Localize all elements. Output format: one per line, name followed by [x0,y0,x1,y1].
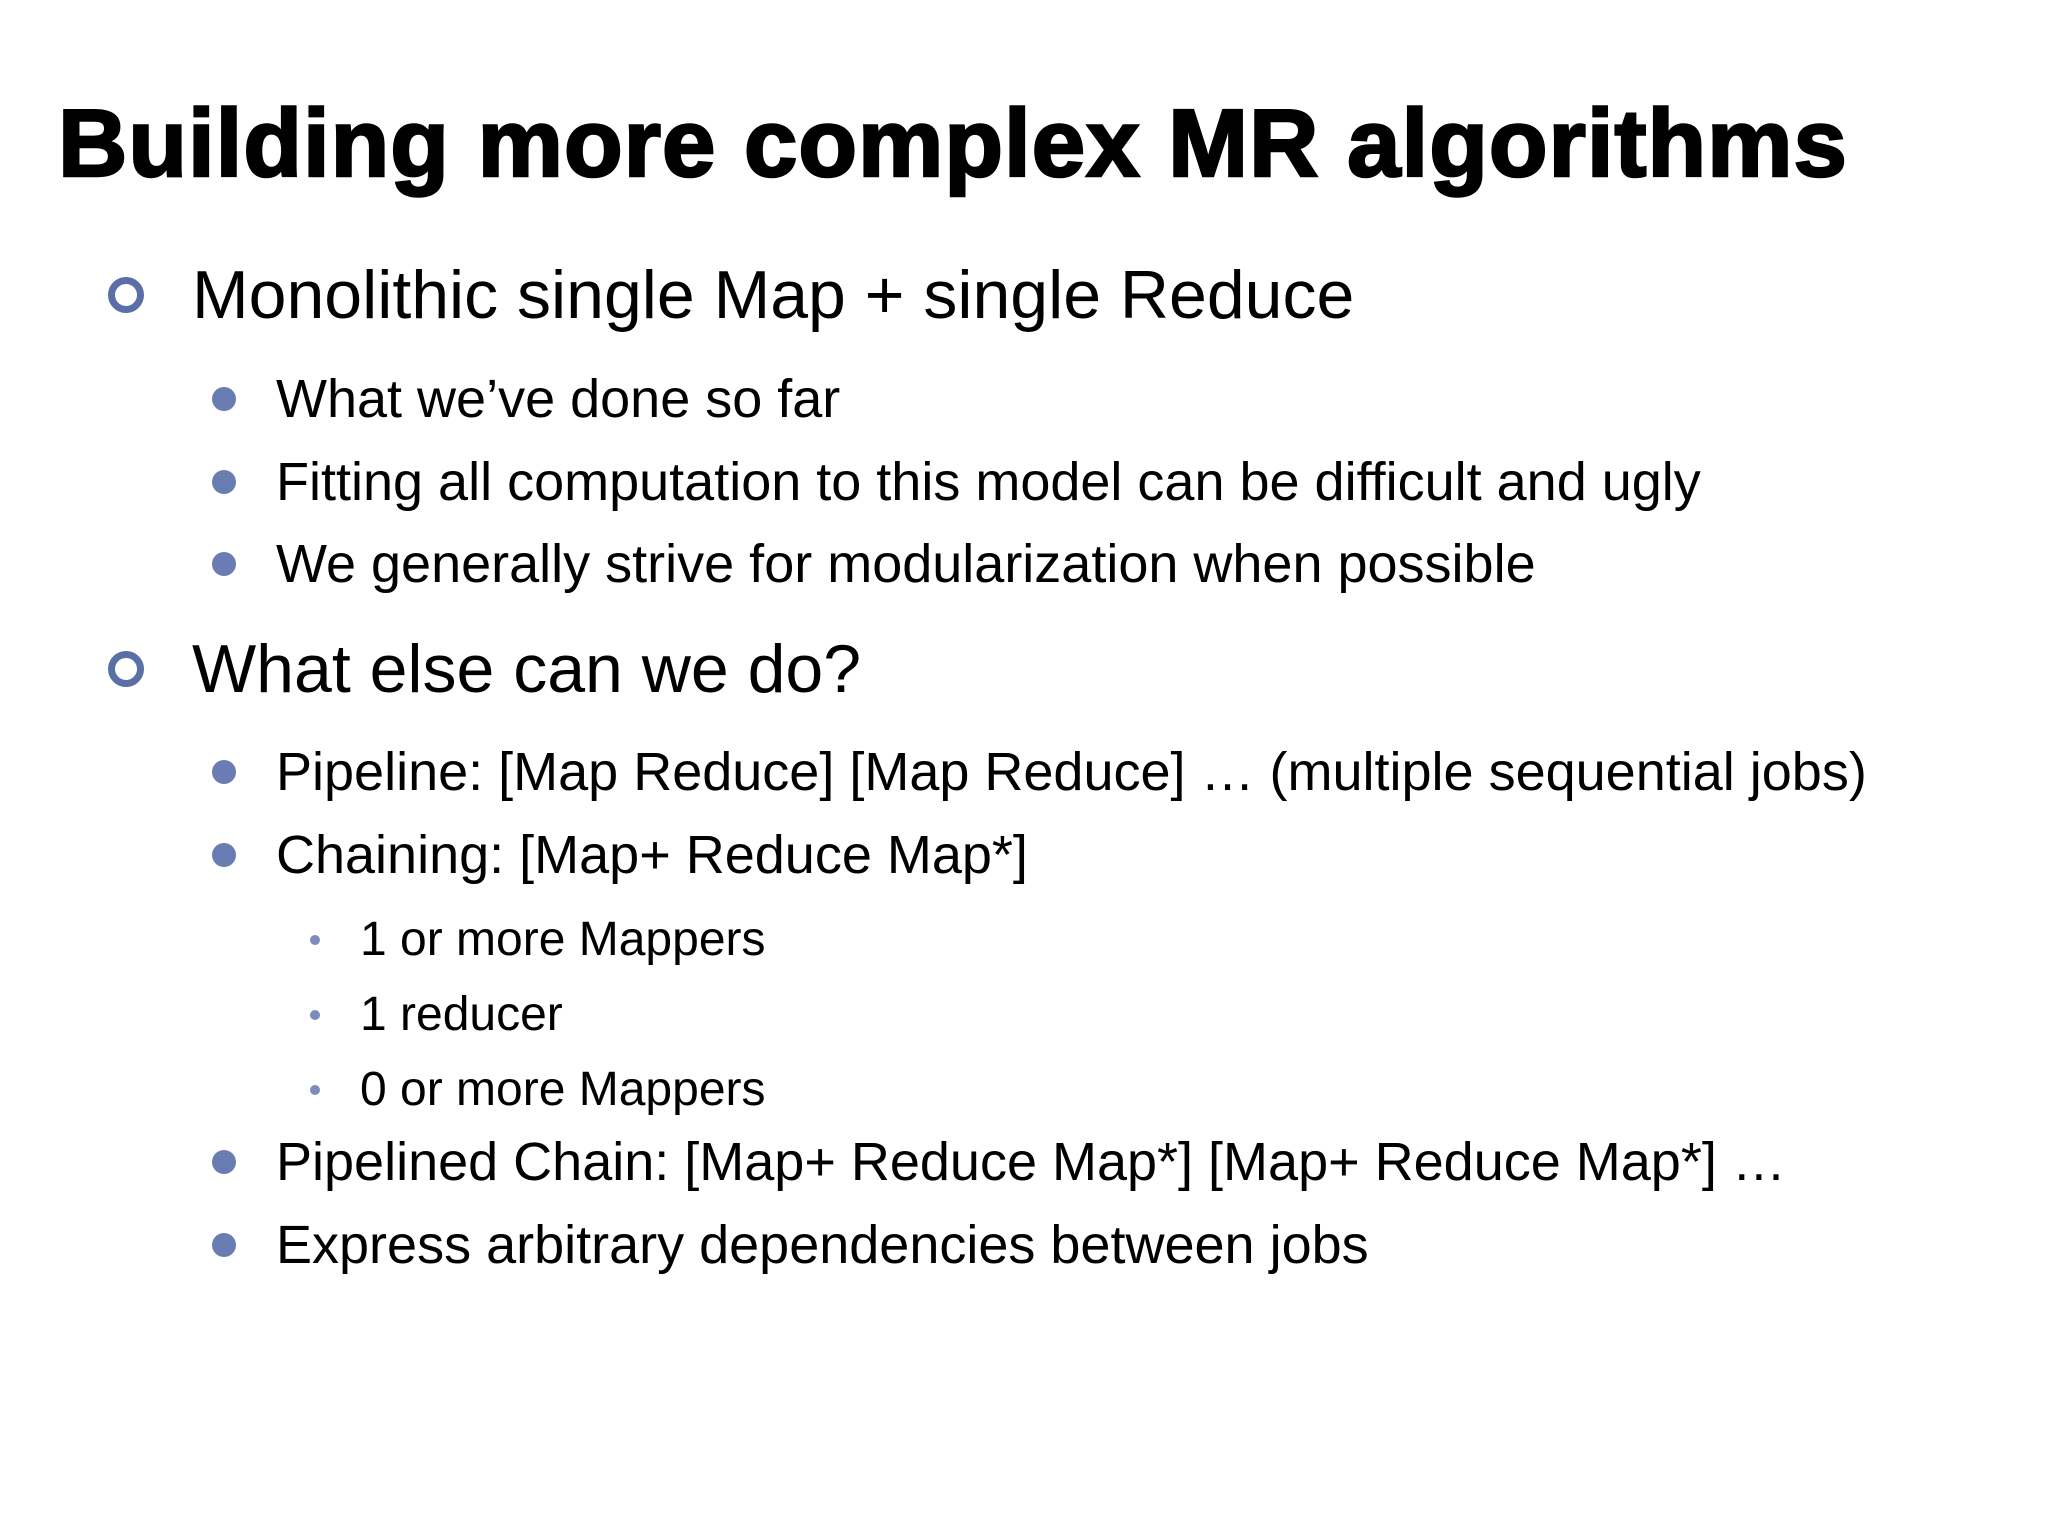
ring-bullet-icon [108,277,144,313]
dot-bullet-icon [212,1150,236,1174]
dot-bullet-icon [212,843,236,867]
bullet-text: Pipelined Chain: [Map+ Reduce Map*] [Map+ Reduce Map*] … [276,1132,1786,1192]
bullet-item [108,630,861,708]
bullet-text: Fitting all computation to this model can be difficult and ugly [276,452,1701,512]
slide-title: Building more complex MR algorithms [58,90,1848,197]
bullet-item [310,987,563,1042]
bullet-item [212,533,1536,595]
bullet-text: 0 or more Mappers [360,1063,766,1116]
dot-bullet-icon [212,760,236,784]
bullet-item [108,256,1354,334]
dot-bullet-icon [212,552,236,576]
dot-bullet-icon [212,470,236,494]
bullet-text: Monolithic single Map + single Reduce [192,257,1355,333]
bullet-text: 1 reducer [360,988,563,1041]
dot-bullet-icon [212,1233,236,1257]
bullet-text: Pipeline: [Map Reduce] [Map Reduce] … (multiple sequential jobs) [276,742,1867,802]
bullet-text: 1 or more Mappers [360,913,766,966]
bullet-text: What we’ve done so far [276,369,841,429]
ring-bullet-icon [108,651,144,687]
bullet-text: Chaining: [Map+ Reduce Map*] [276,825,1028,885]
small-dot-bullet-icon [310,1085,320,1095]
small-dot-bullet-icon [310,1010,320,1020]
bullet-item [212,1214,1369,1276]
bullet-item [212,451,1701,513]
bullet-text: We generally strive for modularization when possible [276,534,1536,594]
bullet-text: What else can we do? [192,631,862,707]
bullet-item [310,912,766,967]
small-dot-bullet-icon [310,935,320,945]
bullet-item [212,741,1867,803]
bullet-item [212,1131,1786,1193]
bullet-text: Express arbitrary dependencies between jobs [276,1215,1369,1275]
bullet-item [212,368,840,430]
bullet-item [212,824,1028,886]
bullet-item [310,1062,766,1117]
dot-bullet-icon [212,387,236,411]
